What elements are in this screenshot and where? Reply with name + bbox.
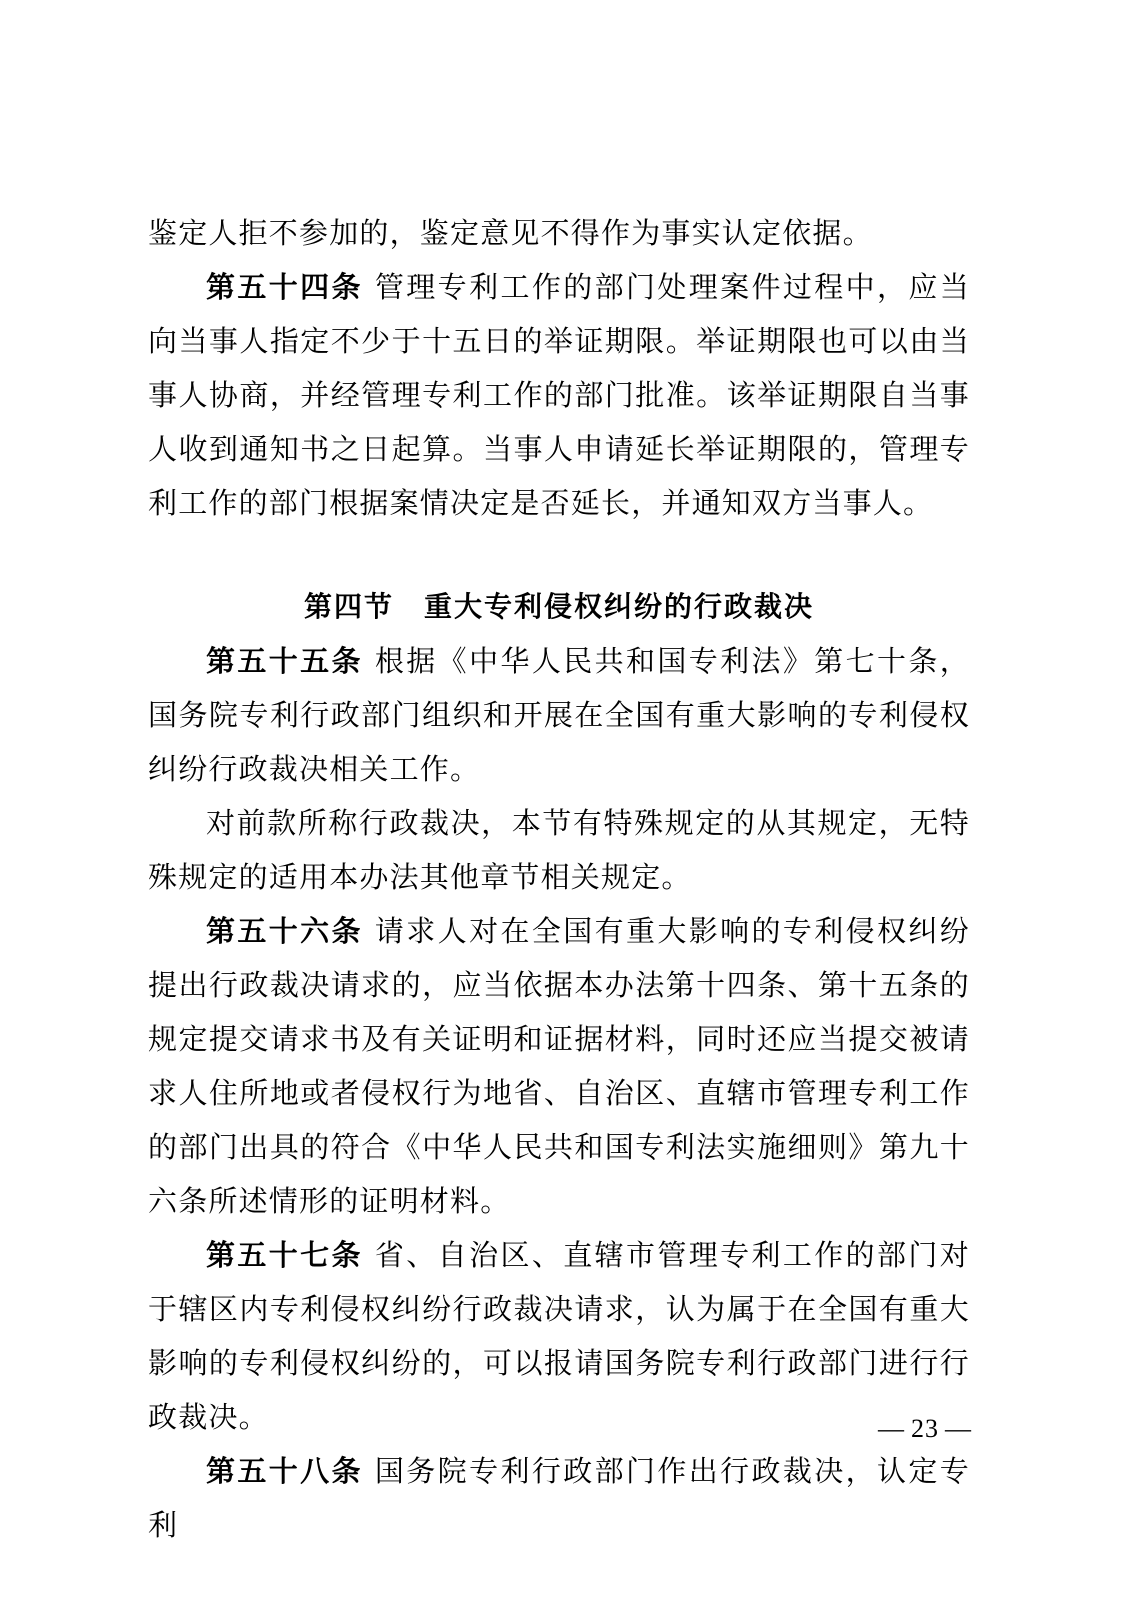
article-number: 第五十五条 bbox=[206, 644, 363, 678]
article-57 bbox=[148, 1228, 970, 1444]
article-number: 第五十七条 bbox=[206, 1238, 363, 1272]
article-text: 管理专利工作的部门处理案件过程中，应当向当事人指定不少于十五日的举证期限。举证期限也可以由当事人协商，并经管理专利工作的部门批准。该举证期限自当事人收到通知书之日起算。当事人申请延长举证期限的，管理专利工作的部门根据案情决定是否延长，并通知双方当事人。 bbox=[148, 270, 970, 520]
page-number-dash-right: — bbox=[945, 1414, 972, 1443]
section-number: 第四节 bbox=[303, 590, 394, 623]
page-number-value: 23 bbox=[911, 1414, 939, 1443]
article-58 bbox=[148, 1444, 970, 1552]
article-text: 根据《中华人民共和国专利法》第七十条，国务院专利行政部门组织和开展在全国有重大影响的专利侵权纠纷行政裁决相关工作。 bbox=[148, 644, 970, 786]
paragraph-text: 鉴定人拒不参加的，鉴定意见不得作为事实认定依据。 bbox=[148, 216, 873, 250]
paragraph-continuation bbox=[148, 206, 970, 260]
article-text: 国务院专利行政部门作出行政裁决，认定专利 bbox=[148, 1454, 970, 1542]
article-number: 第五十八条 bbox=[206, 1454, 363, 1488]
article-54 bbox=[148, 260, 970, 530]
page-number bbox=[872, 1414, 978, 1444]
article-text: 请求人对在全国有重大影响的专利侵权纠纷提出行政裁决请求的，应当依据本办法第十四条、第十五条的规定提交请求书及有关证明和证据材料，同时还应当提交被请求人住所地或者侵权行为地省、自治区、直辖市管理专利工作的部门出具的符合《中华人民共和国专利法实施细则》第九十六条所述情形的证明材料。 bbox=[148, 914, 970, 1218]
article-number: 第五十四条 bbox=[206, 270, 363, 304]
section-heading bbox=[148, 580, 970, 634]
article-55-paragraph-2 bbox=[148, 796, 970, 904]
article-55 bbox=[148, 634, 970, 796]
section-title: 重大专利侵权纠纷的行政裁决 bbox=[424, 590, 815, 623]
page-number-dash-left: — bbox=[878, 1414, 905, 1443]
article-text: 省、自治区、直辖市管理专利工作的部门对于辖区内专利侵权纠纷行政裁决请求，认为属于在全国有重大影响的专利侵权纠纷的，可以报请国务院专利行政部门进行行政裁决。 bbox=[148, 1238, 970, 1434]
document-body bbox=[148, 206, 970, 1552]
article-56 bbox=[148, 904, 970, 1228]
article-number: 第五十六条 bbox=[206, 914, 363, 948]
paragraph-text: 对前款所称行政裁决，本节有特殊规定的从其规定，无特殊规定的适用本办法其他章节相关规定。 bbox=[148, 806, 970, 894]
